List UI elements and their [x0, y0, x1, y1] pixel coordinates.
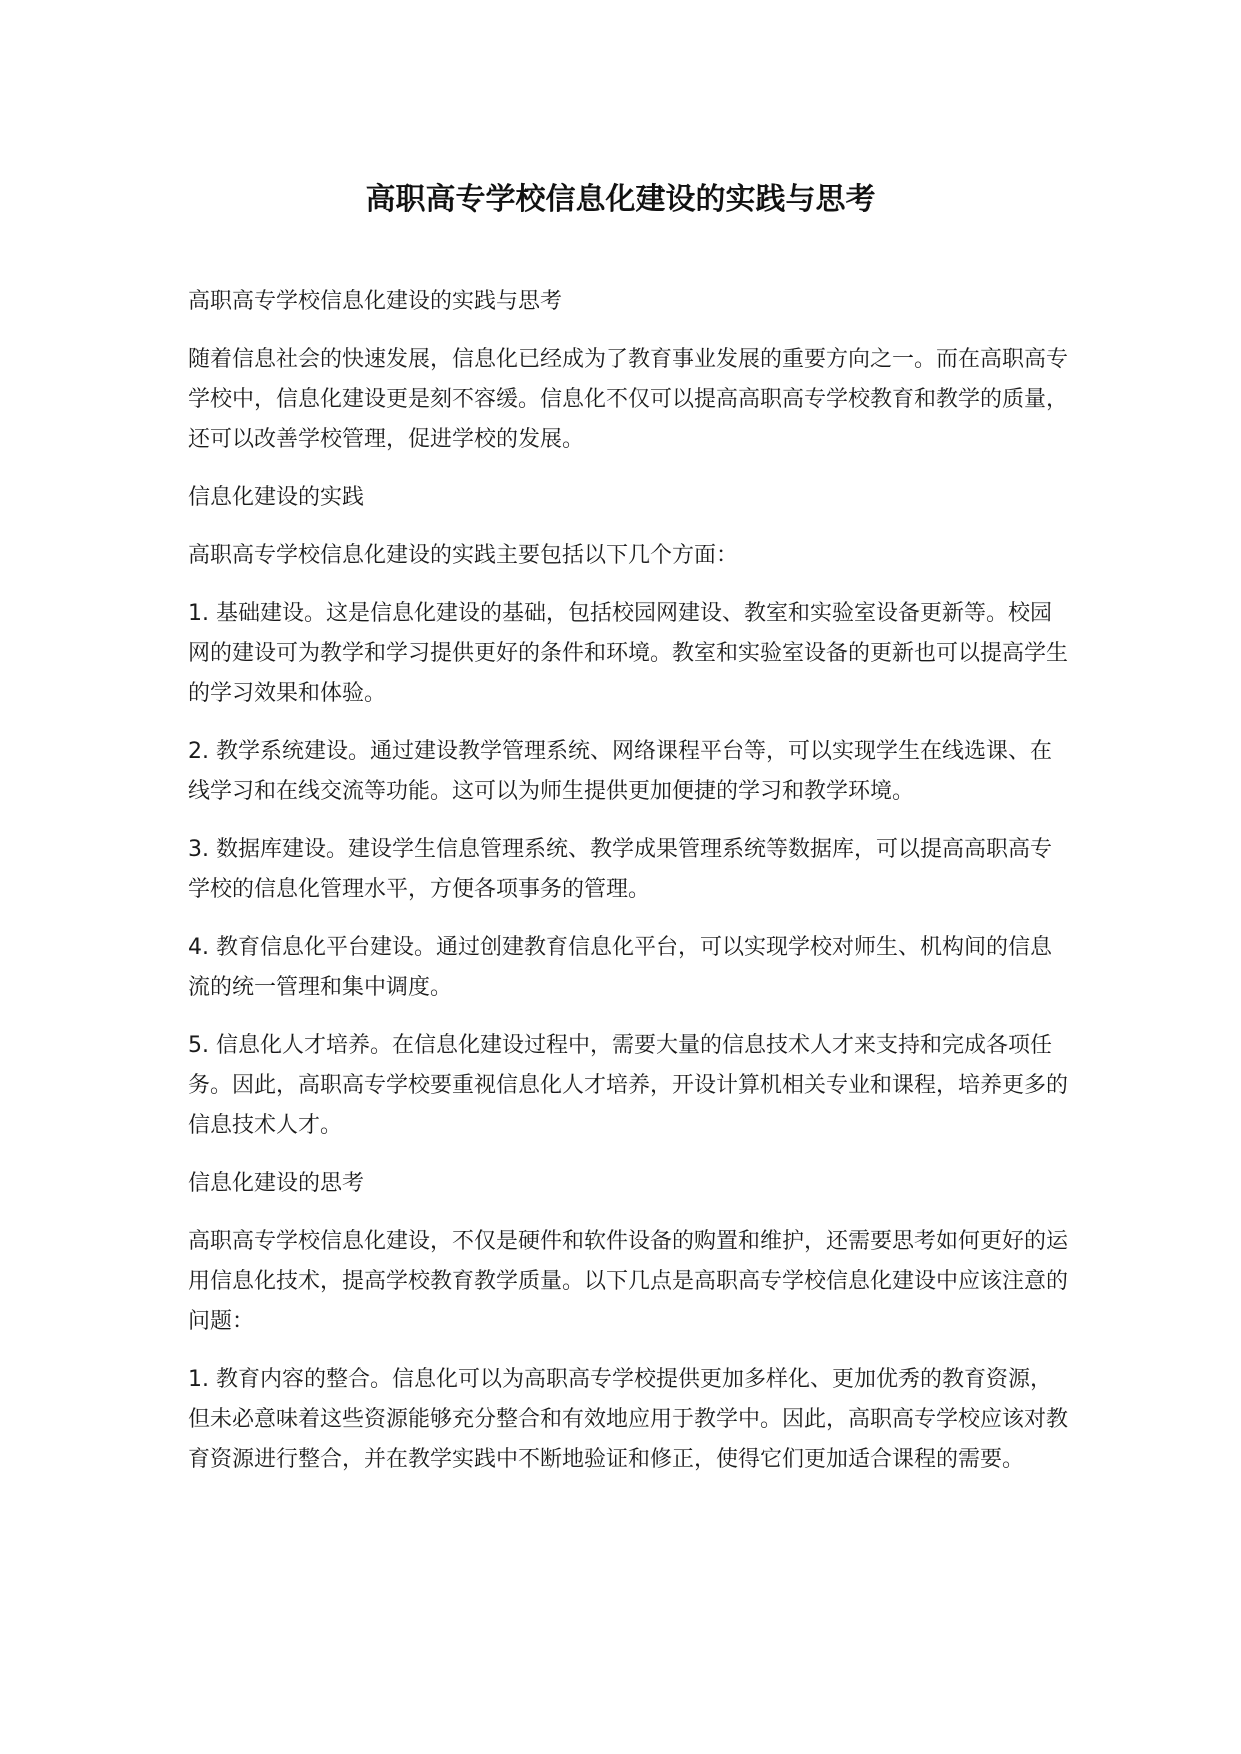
section-heading-thinking: 信息化建设的思考: [188, 1171, 365, 1196]
thinking-item-1: 1. 教育内容的整合。信息化可以为高职高专学校提供更加多样化、更加优秀的教育资源，但未必意味着这些资源能够充分整合和有效地应用于教学中。因此，高职高专学校应该对教育资源进行整合，并在教学实践中不断地验证和修正，使得它们更加适合课程的需要。: [188, 1367, 1069, 1472]
practice-item-5: 5. 信息化人才培养。在信息化建设过程中，需要大量的信息技术人才来支持和完成各项任务。因此，高职高专学校要重视信息化人才培养，开设计算机相关专业和课程，培养更多的信息技术人才。: [188, 1033, 1069, 1138]
practice-item-3: 3. 数据库建设。建设学生信息管理系统、教学成果管理系统等数据库，可以提高高职高专学校的信息化管理水平，方便各项事务的管理。: [188, 837, 1052, 902]
practice-item-1: 1. 基础建设。这是信息化建设的基础，包括校园网建设、教室和实验室设备更新等。校园网的建设可为教学和学习提供更好的条件和环境。教室和实验室设备的更新也可以提高学生的学习效果和体验。: [188, 601, 1069, 706]
document-title: 高职高专学校信息化建设的实践与思考: [365, 182, 876, 217]
practice-item-4: 4. 教育信息化平台建设。通过创建教育信息化平台，可以实现学校对师生、机构间的信息流的统一管理和集中调度。: [188, 935, 1052, 1000]
intro-paragraph: 随着信息社会的快速发展，信息化已经成为了教育事业发展的重要方向之一。而在高职高专学校中，信息化建设更是刻不容缓。信息化不仅可以提高高职高专学校教育和教学的质量，还可以改善学校管理，促进学校的发展。: [188, 347, 1069, 452]
document-body: [188, 282, 1068, 1498]
practice-item-2: 2. 教学系统建设。通过建设教学管理系统、网络课程平台等，可以实现学生在线选课、在线学习和在线交流等功能。这可以为师生提供更加便捷的学习和教学环境。: [188, 739, 1052, 804]
practice-intro-paragraph: 高职高专学校信息化建设的实践主要包括以下几个方面：: [188, 543, 739, 568]
section-heading-practice: 信息化建设的实践: [188, 485, 365, 510]
thinking-intro-paragraph: 高职高专学校信息化建设，不仅是硬件和软件设备的购置和维护，还需要思考如何更好的运用信息化技术，提高学校教育教学质量。以下几点是高职高专学校信息化建设中应该注意的问题：: [188, 1229, 1069, 1334]
subtitle-paragraph: 高职高专学校信息化建设的实践与思考: [188, 289, 563, 314]
